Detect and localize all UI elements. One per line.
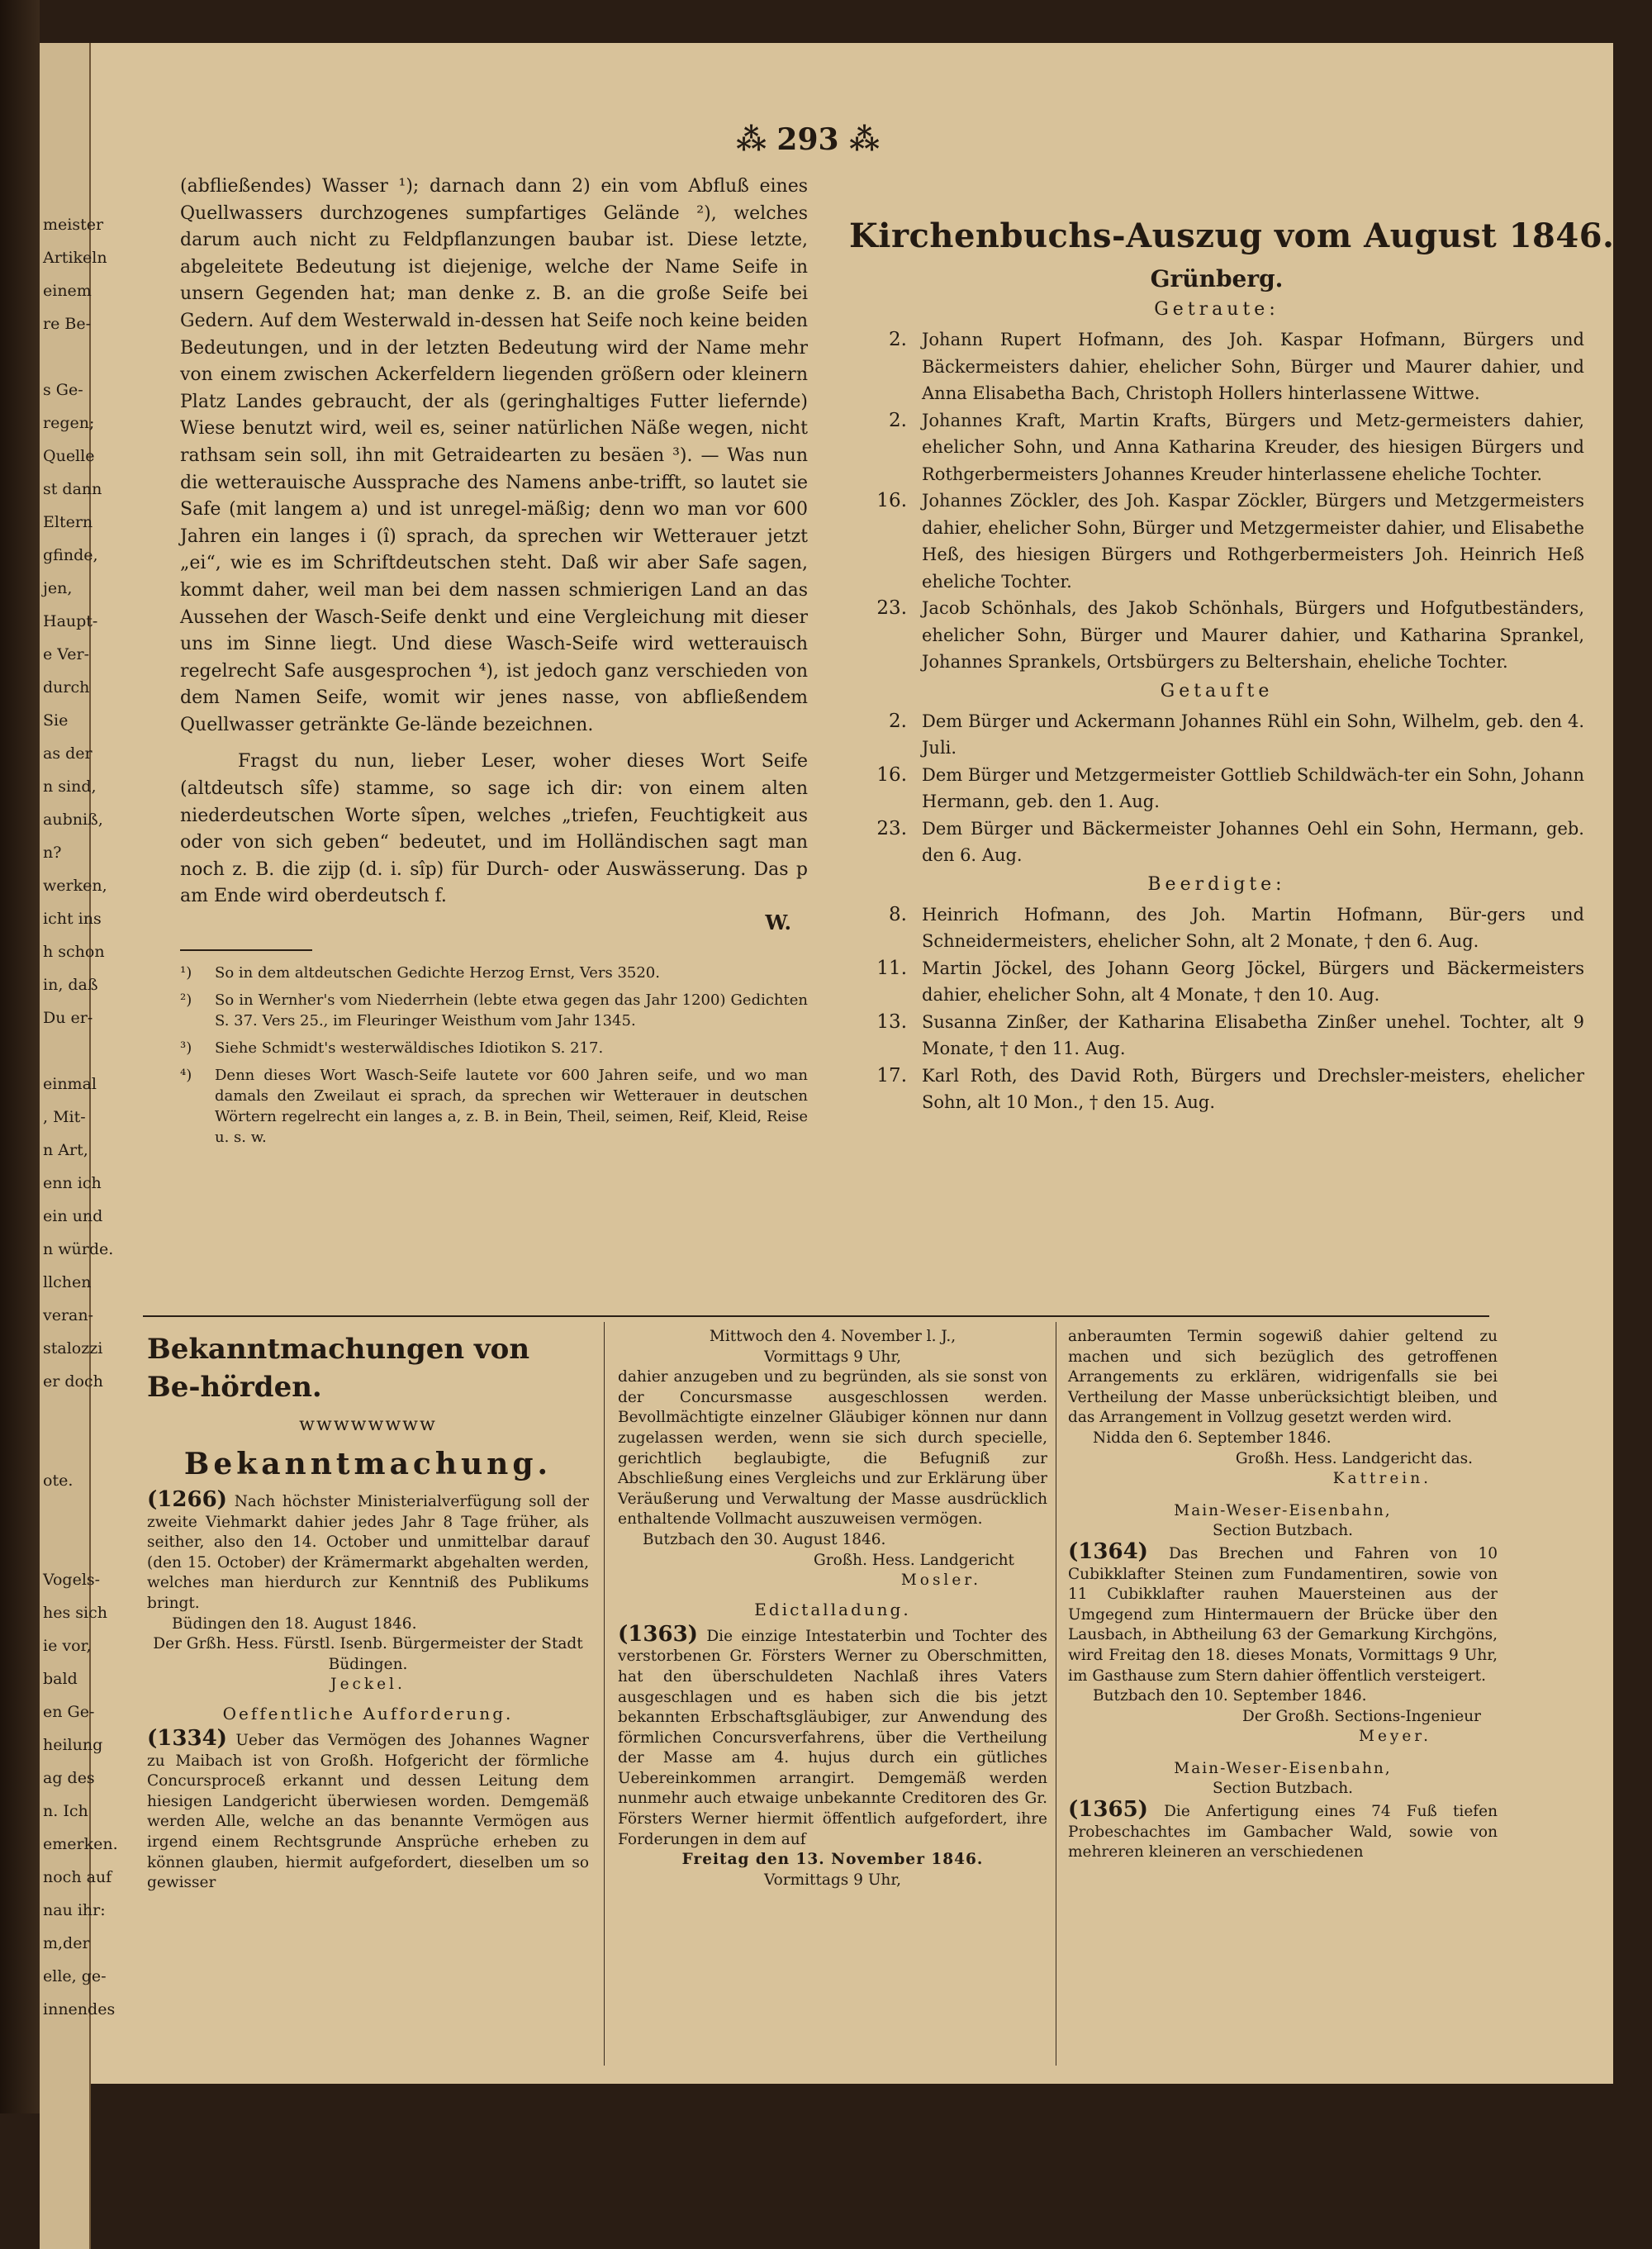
signer: Jeckel. xyxy=(330,1676,406,1694)
announcements-column-3 xyxy=(1068,1322,1498,1863)
register-entry xyxy=(849,708,1584,762)
margin-fragment: Haupt- xyxy=(43,612,98,630)
footnote-text: Siehe Schmidt's westerwäldisches Idiotikon S. 217. xyxy=(215,1039,604,1058)
footnote-mark: ³) xyxy=(180,1039,192,1058)
entry-day: 23. xyxy=(876,817,907,839)
announcement-heading: Bekanntmachung. xyxy=(183,1447,553,1481)
office-line: Der Grßh. Hess. Fürstl. Isenb. Bürgermeister der Stadt Büdingen. xyxy=(153,1635,583,1673)
entry-text: Johann Rupert Hofmann, des Joh. Kaspar Hofmann, Bürgers und Bäckermeisters dahier, ehelicher Sohn, Bürger und Maurer dahier, und Anna Elisabetha Bach, Christoph Hollers hinterlassene Wittwe. xyxy=(922,330,1584,403)
page-number-ornament-right: ⁂ xyxy=(838,122,880,157)
place-date: Butzbach den 10. September 1846. xyxy=(1093,1687,1367,1705)
margin-fragment: veran- xyxy=(43,1306,94,1324)
entry-day: 2. xyxy=(889,329,907,350)
notice-number: (1364) xyxy=(1068,1538,1148,1564)
section-heading: Section Butzbach. xyxy=(1213,1522,1353,1540)
register-entry xyxy=(849,595,1584,676)
signer: Meyer. xyxy=(1359,1728,1431,1746)
edictal-heading: Edictalladung. xyxy=(754,1599,911,1619)
engineer-line: Der Großh. Sections-Ingenieur xyxy=(1242,1707,1481,1725)
margin-fragment: n? xyxy=(43,844,62,862)
burials-list xyxy=(849,901,1584,1116)
announcement-1363 xyxy=(618,1621,1047,1851)
entry-day: 16. xyxy=(876,763,907,786)
margin-fragment: heilung xyxy=(43,1736,103,1754)
margin-fragment xyxy=(43,340,89,373)
entry-text: Heinrich Hofmann, des Joh. Martin Hofmann, Bür-gers und Schneidermeisters, ehelicher Sohn, alt 2 Monate, † den 6. Aug. xyxy=(922,904,1584,951)
railway-heading: Main-Weser-Eisenbahn, xyxy=(1174,1501,1392,1519)
notice-text: Das Brechen und Fahren von 10 Cubikklafter Steinen zum Fundamentiren, sowie von 11 Cubikklafter rauhen Mauersteinen aus der Umgegend zum Hintermauern der Brücke über den Lausbach, in Abtheilung 63 der Gemarkung Kirchgöns, wird Freitag den 18. dieses Monats, Vormittags 9 Uhr, im Gasthause zum Stern dahier öffentlich versteigert. xyxy=(1068,1544,1498,1685)
margin-fragment: durch xyxy=(43,678,90,697)
margin-fragment: h schon xyxy=(43,943,105,961)
hearing-time: Vormittags 9 Uhr, xyxy=(763,1871,902,1889)
margin-fragment: Eltern xyxy=(43,513,93,531)
court-line: Großh. Hess. Landgericht das. xyxy=(1235,1449,1473,1467)
book-gutter xyxy=(0,0,40,2113)
notice-number: (1365) xyxy=(1068,1797,1148,1823)
footnote-text: Denn dieses Wort Wasch-Seife lautete vor 600 Jahren seife, und wo man damals den Zweilaut ei sprach, da sprechen wir Wetterauer in deutschen Wörtern regelrecht ein langes a, z. B. in Bein, Theil, seimen, Reif, Kleid, Reise u. s. w. xyxy=(215,1067,808,1147)
court-line: Großh. Hess. Landgericht xyxy=(814,1551,1014,1569)
margin-fragment: einmal xyxy=(43,1075,97,1093)
register-entry xyxy=(849,815,1584,869)
signer: Mosler. xyxy=(900,1571,981,1590)
marriages-list xyxy=(849,326,1584,676)
margin-fragment: Sie xyxy=(43,711,69,730)
footnote-text: So in Wernher's vom Niederrhein (lebte etwa gegen das Jahr 1200) Gedichten S. 37. Vers 25., im Fleuringer Weisthum vom Jahr 1345. xyxy=(215,991,808,1030)
margin-fragment: enn ich xyxy=(43,1174,102,1192)
margin-fragment: Vogels- xyxy=(43,1571,101,1589)
margin-fragment: aubniß, xyxy=(43,811,103,829)
margin-fragment: n sind, xyxy=(43,777,97,796)
footnote-divider xyxy=(180,949,312,951)
register-entry xyxy=(849,762,1584,815)
footnote-mark: ⁴) xyxy=(180,1067,192,1085)
notice-text: Die einzige Intestaterbin und Tochter des verstorbenen Gr. Försters Werner zu Oberschmitten, hat den überschuldeten Nachlaß ihres Vaters ausgeschlagen und es haben sich die bis jetzt bekannten Erbschaftsgläubiger, zur Anwendung des förmlichen Concursverfahrens, über die Vertheilung der Masse am 4. hujus durch ein gütliches Uebereinkommen arrangirt. Demgemäß werden nunmehr auch etwaige unbekannte Creditoren des Gr. Försters Werner hiermit öffentlich aufgefordert, ihre Forderungen in dem auf xyxy=(618,1627,1047,1848)
margin-fragment: n Art, xyxy=(43,1141,88,1159)
margin-fragment: noch auf xyxy=(43,1868,112,1886)
notice-text: Die Anfertigung eines 74 Fuß tiefen Probeschachtes im Gambacher Wald, sowie von mehreren kleineren an verschiedenen xyxy=(1068,1803,1498,1861)
register-entry xyxy=(849,955,1584,1009)
baptisms-list xyxy=(849,708,1584,869)
entry-text: Johannes Kraft, Martin Krafts, Bürgers und Metz-germeisters dahier, ehelicher Sohn, und Anna Katharina Kreuder, des hiesigen Bürgers und Rothgerbermeisters Johannes Kreuder hinterlassene eheliche Tochter. xyxy=(922,410,1584,484)
entry-text: Dem Bürger und Ackermann Johannes Rühl ein Sohn, Wilhelm, geb. den 4. Juli. xyxy=(922,711,1584,758)
margin-fragment: n würde. xyxy=(43,1240,114,1258)
announcement-1334 xyxy=(147,1725,589,1894)
announcement-1266 xyxy=(147,1487,589,1614)
entry-text: Johannes Zöckler, des Joh. Kaspar Zöckler, Bürgers und Metzgermeisters dahier, ehelicher Sohn, Bürger und Metzgermeister dahier, und Elisabethe Heß, des hiesigen Bürgers und Rothgerbermeisters Joh. Heinrich Heß eheliche Tochter. xyxy=(922,491,1584,592)
margin-fragment: n. Ich xyxy=(43,1802,88,1820)
footnote xyxy=(180,1065,808,1148)
public-notice-heading: Oeffentliche Aufforderung. xyxy=(222,1703,514,1724)
margin-fragment: bald xyxy=(43,1670,78,1688)
margin-fragment: ie vor, xyxy=(43,1637,92,1655)
margin-fragment xyxy=(43,1530,89,1563)
notice-text: Ueber das Vermögen des Johannes Wagner zu Maibach ist von Großh. Hofgericht der förmliche Concursproceß erkannt und dessen Leitung dem hiesigen Landgericht überwiesen worden. Demgemäß werden Alle, welche an das benannte Vermögen aus irgend einem Rechtsgrunde Ansprüche erheben zu können glauben, hiermit aufgefordert, dieselben um so gewisser xyxy=(147,1731,589,1892)
footnote-mark: ¹) xyxy=(180,964,192,982)
margin-fragment: en Ge- xyxy=(43,1703,95,1721)
marriages-heading: Getraute: xyxy=(1154,299,1279,320)
margin-fragment: Quelle xyxy=(43,447,95,465)
section-divider xyxy=(143,1315,1489,1317)
margin-fragment: ein und xyxy=(43,1207,103,1225)
entry-day: 11. xyxy=(876,957,907,979)
announcement-1364 xyxy=(1068,1538,1498,1686)
article-paragraph-2: Fragst du nun, lieber Leser, woher dieses Wort Seife (altdeutsch sîfe) stamme, so sage ich dir: von einem alten niederdeutschen Worte sîpen, welches „triefen, Feuchtigkeit aus oder von sich geben“ bedeutet, und im Holländischen sagt man noch z. B. die zijp (d. i. sîp) für Durch- oder Auswässerung. Das p am Ende wird oberdeutsch f. xyxy=(180,751,808,907)
entry-text: Dem Bürger und Metzgermeister Gottlieb Schildwäch-ter ein Sohn, Johann Hermann, geb. den 1. Aug. xyxy=(922,764,1584,811)
section-heading: Section Butzbach. xyxy=(1213,1780,1353,1798)
hearing-date: Freitag den 13. November 1846. xyxy=(681,1851,984,1869)
entry-day: 2. xyxy=(889,409,907,431)
previous-page-edge xyxy=(40,43,118,2249)
footnote xyxy=(180,963,808,983)
margin-fragment xyxy=(43,1497,89,1530)
margin-fragment: gfinde, xyxy=(43,546,98,564)
margin-fragment xyxy=(43,1398,89,1431)
margin-fragment: m,der xyxy=(43,1934,90,1952)
margin-fragment: icht ins xyxy=(43,910,102,928)
register-entry xyxy=(849,326,1584,407)
register-entry xyxy=(849,407,1584,488)
margin-fragment: ote. xyxy=(43,1472,74,1490)
margin-fragment: Artikeln xyxy=(43,249,107,267)
page-number-value: 293 xyxy=(776,122,839,157)
hearing-date: Mittwoch den 4. November l. J., xyxy=(709,1328,957,1345)
announcement-1365 xyxy=(1068,1797,1498,1863)
margin-fragment: in, daß xyxy=(43,976,98,994)
entry-day: 17. xyxy=(876,1064,907,1086)
register-entry xyxy=(849,1063,1584,1116)
margin-fragment: ag des xyxy=(43,1769,95,1787)
notice-text: Nach höchster Ministerialverfügung soll der zweite Viehmarkt dahier jedes Jahr 8 Tage früher, als seither, also den 14. October und unmittelbar darauf (den 15. October) der Krämermarkt abgehalten werden, welches man hierdurch zur Kenntniß des Publikums bringt. xyxy=(147,1493,589,1612)
notice-continuation: dahier anzugeben und zu begründen, als sie sonst von der Concursmasse ausgeschlossen werden. Bevollmächtigte einzelner Gläubiger können nur dann zugelassen werden, wenn sie sich durch specielle, gerichtlich beglaubigte, die Befugniß zur Abschließung eines Vergleichs und zur Erklärung über Veräußerung und Verwaltung der Masse ausdrücklich enthaltende Vollmacht auszuweisen vermögen. xyxy=(618,1368,1047,1529)
burials-heading: Beerdigte: xyxy=(1147,873,1286,895)
margin-fragment: re Be- xyxy=(43,315,91,333)
entry-text: Karl Roth, des David Roth, Bürgers und Drechsler-meisters, ehelicher Sohn, alt 10 Mon., † den 15. Aug. xyxy=(922,1065,1584,1112)
entry-day: 23. xyxy=(876,597,907,619)
entry-text: Susanna Zinßer, der Katharina Elisabetha Zinßer unehel. Tochter, alt 9 Monate, † den 11. Aug. xyxy=(922,1011,1584,1058)
entry-day: 13. xyxy=(876,1010,907,1033)
announcements-column-1 xyxy=(147,1322,589,1894)
railway-heading: Main-Weser-Eisenbahn, xyxy=(1174,1759,1392,1777)
notice-number: (1266) xyxy=(147,1487,227,1512)
margin-fragment: Du er- xyxy=(43,1009,93,1027)
place-date: Büdingen den 18. August 1846. xyxy=(172,1614,417,1633)
entry-day: 2. xyxy=(889,710,907,732)
church-register-column xyxy=(849,174,1615,1116)
margin-fragment: meister xyxy=(43,216,104,234)
footnote-mark: ²) xyxy=(180,991,192,1010)
notice-number: (1363) xyxy=(618,1621,698,1647)
margin-fragment: s Ge- xyxy=(43,381,83,399)
margin-fragment xyxy=(43,1034,89,1067)
entry-day: 8. xyxy=(889,903,907,925)
margin-fragment: elle, ge- xyxy=(43,1967,107,1985)
margin-fragment: emerken. xyxy=(43,1835,118,1853)
margin-fragment xyxy=(43,1431,89,1464)
entry-text: Martin Jöckel, des Johann Georg Jöckel, Bürgers und Bäckermeisters dahier, ehelicher Sohn, alt 4 Monate, † den 10. Aug. xyxy=(922,958,1584,1005)
footnote xyxy=(180,1038,808,1058)
article-column xyxy=(180,174,808,1154)
announcements-column-2 xyxy=(618,1322,1047,1890)
announcements-title: Bekanntmachungen von Be-hörden. xyxy=(147,1333,530,1404)
church-register-title: Kirchenbuchs-Auszug vom August 1846. xyxy=(849,216,1615,255)
place-date: Nidda den 6. September 1846. xyxy=(1093,1429,1332,1447)
place-date: Butzbach den 30. August 1846. xyxy=(643,1530,886,1548)
register-entry xyxy=(849,1009,1584,1063)
article-paragraph-1: (abfließendes) Wasser ¹); darnach dann 2) ein vom Abfluß eines Quellwassers durchzogenes sumpfartiges Gelände ²), welches darum auch nicht zu Feldpflanzungen baubar ist. Diese letzte, abgeleitete Bedeutung ist diejenige, welche der Name Seife in unsern Gegenden hat; man denke z. B. an die große Seife bei Gedern. Auf dem Westerwald in-dessen hat Seife noch keine beiden Bedeutungen, und in der letzten Bedeutung wird der Name mehr von einem zwischen Ackerfeldern liegenden größern oder kleinern Platz Landes gebraucht, der als (geringhaltiges Futter liefernde) Wiese benutzt wird, weil es, seiner natürlichen Näße wegen, nicht rathsam sein soll, ihn mit Getraidearten zu besäen ³). — Was nun die wetterauische Aussprache des Namens anbe-trifft, so lautet sie Safe (mit langem a) und ist unregel-mäßig; denn wo man vor 600 Jahren ein langes i (î) sprach, da sprechen wir Wetterauer jetzt „ei“, wie es im Schriftdeutschen steht. Daß wir aber Safe sagen, kommt daher, weil man bei dem nassen schmierigen Land an das Aussehen der Wasch-Seife denkt und eine Vergleichung mit dieser uns im Sinne liegt. Und diese Wasch-Seife wird wetterauisch regelrecht Safe ausgesprochen ⁴), ist jedoch ganz verschieden von dem Namen Seife, womit wir jenes nasse, von abfließendem Quellwasser getränkte Ge-lände bezeichnen. xyxy=(180,176,808,735)
register-entry xyxy=(849,487,1584,595)
margin-fragment: einem xyxy=(43,282,92,300)
margin-fragment: nau ihr: xyxy=(43,1901,106,1919)
footnote-text: So in dem altdeutschen Gedichte Herzog Ernst, Vers 3520. xyxy=(215,964,660,982)
signer: Kattrein. xyxy=(1332,1470,1431,1488)
footnote xyxy=(180,990,808,1031)
margin-fragment: e Ver- xyxy=(43,645,90,663)
column-divider xyxy=(604,1322,605,2066)
margin-fragment: er doch xyxy=(43,1372,103,1391)
hearing-time: Vormittags 9 Uhr, xyxy=(763,1348,902,1366)
margin-fragment: werken, xyxy=(43,877,107,895)
place-heading: Grünberg. xyxy=(1150,265,1284,292)
margin-fragment: regen; xyxy=(43,414,95,432)
margin-fragment: , Mit- xyxy=(43,1108,86,1126)
register-entry xyxy=(849,901,1584,955)
entry-text: Dem Bürger und Bäckermeister Johannes Oehl ein Sohn, Hermann, geb. den 6. Aug. xyxy=(922,818,1584,865)
baptisms-heading: Getaufte xyxy=(1160,680,1274,701)
notice-continuation: anberaumten Termin sogewiß dahier geltend zu machen und sich bezüglich des getroffenen Arrangements zu erklären, widrigenfalls sie bei Vertheilung der Masse unberücksichtigt bleiben, und das Arrangement in Vollzug gesetzt werden wird. xyxy=(1068,1328,1498,1427)
margin-fragment: st dann xyxy=(43,480,102,498)
page-number xyxy=(717,122,899,157)
entry-day: 16. xyxy=(876,490,907,511)
margin-fragment: hes sich xyxy=(43,1604,107,1622)
margin-fragment: as der xyxy=(43,744,93,763)
entry-text: Jacob Schönhals, des Jakob Schönhals, Bürgers und Hofgutbeständers, ehelicher Sohn, Bürger und Maurer dahier, und Katharina Sprankel, Johannes Sprankels, Ortsbürgers zu Beltershain, eheliche Tochter. xyxy=(922,598,1584,672)
footnotes xyxy=(180,963,808,1148)
margin-fragment: stalozzi xyxy=(43,1339,103,1357)
article-signature: W. xyxy=(765,911,791,935)
page-number-ornament-left: ⁂ xyxy=(736,122,777,157)
ornament-divider: wwwwwwww xyxy=(299,1415,437,1435)
notice-number: (1334) xyxy=(147,1725,227,1751)
newspaper-page xyxy=(40,43,1613,2084)
margin-fragment: llchen xyxy=(43,1273,92,1291)
margin-fragment: jen, xyxy=(43,579,73,597)
margin-fragment: innendes xyxy=(43,2000,116,2018)
